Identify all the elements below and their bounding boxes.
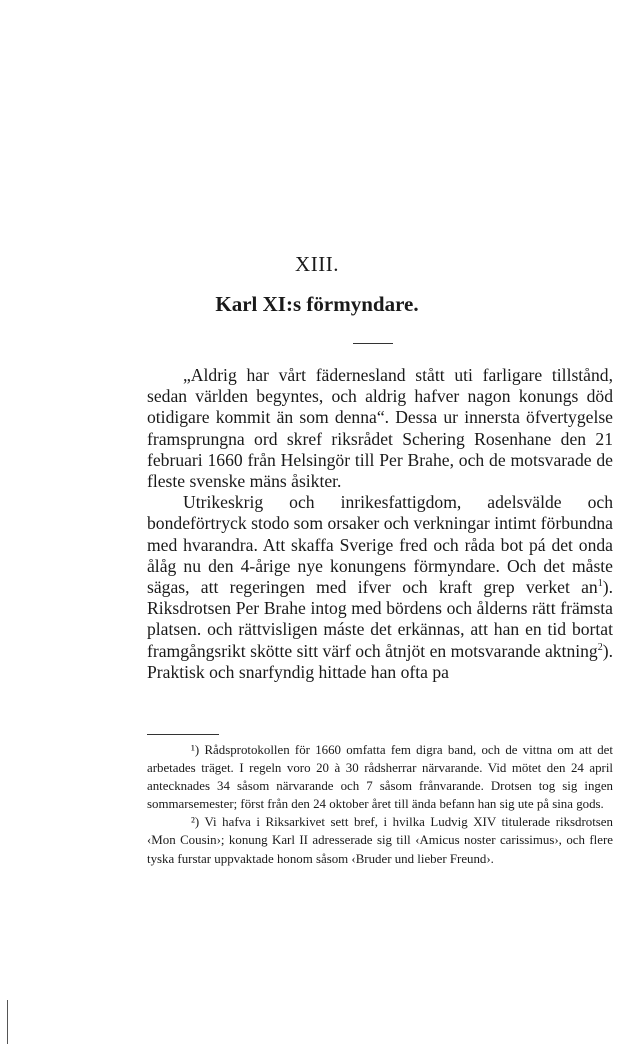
chapter-number: XIII.	[295, 252, 339, 276]
footnote-1-text: Rådsprotokollen för 1660 omfatta fem digra band, och de vittna om att det arbetades träget. I regeln voro 20 à 30 rådsherrar närvarande. Vid mötet den 24 april antecknades 34 såsom närvarande och 7 såsom frånvarande. Drotsen tog sig ingen sommarsemester; först från den 24 oktober året till ända befann han sig ute på sina gods.	[147, 743, 613, 812]
body-text	[147, 365, 613, 683]
paragraph-2-text-a: Utrikeskrig och inrikesfattigdom, adelsvälde och bondeförtryck stodo som orsaker och verkningar intimt förbundna med hvarandra. Att skaffa Sverige fred och råda bot pá det onda ålåg nu den 4-årige nye konungens förmyndare. Och det måste sägas, att regeringen med ifver och kraft grep verket an	[147, 492, 613, 598]
footnote-ref-2: 2	[597, 641, 603, 653]
paragraph-1-text: „Aldrig har vårt fädernesland stått uti farligare tillstånd, sedan världen begyntes, och aldrig hafver nagon konungs död otidigare kommit än som denna“. Dessa ur innersta öfvertygelse framsprungna ord skref riksrådet Schering Rosenhane den 21 februari 1660 från Helsingör till Per Brahe, och de motsvarade de fleste svenske mäns åsikter.	[147, 365, 613, 492]
scan-margin-line	[7, 1000, 8, 1044]
footnote-1	[147, 741, 613, 813]
footnote-divider	[147, 734, 219, 735]
footnote-1-marker: ¹)	[191, 743, 200, 757]
footnotes	[147, 741, 613, 868]
paragraph-2-text-b: ). Riksdrotsen Per Brahe intog med bördens och ålderns rätt främsta platsen. och rättvisligen máste det erkännas, att han en tid bortat framgångsrikt skötte sitt värf och åtnjöt en motsvarande aktning	[147, 577, 613, 661]
chapter-title: Karl XI:s förmyndare.	[215, 292, 419, 316]
title-divider	[353, 343, 393, 344]
paragraph-2	[147, 492, 613, 683]
paragraph-1	[147, 365, 613, 492]
footnote-2	[147, 813, 613, 867]
footnote-2-text: Vi hafva i Riksarkivet sett bref, i hvilka Ludvig XIV titulerade riksdrotsen ‹Mon Cousin›; konung Karl II adresserade sig till ‹Amicus noster carissimus›, och flere tyska furstar uppvaktade honom såsom ‹Bruder und lieber Freund›.	[147, 815, 613, 866]
footnote-2-marker: ²)	[191, 815, 200, 830]
paragraph-2-text-c: ). Praktisk och snarfyndig hittade han ofta pa	[147, 640, 613, 682]
footnote-ref-1: 1	[597, 578, 603, 590]
